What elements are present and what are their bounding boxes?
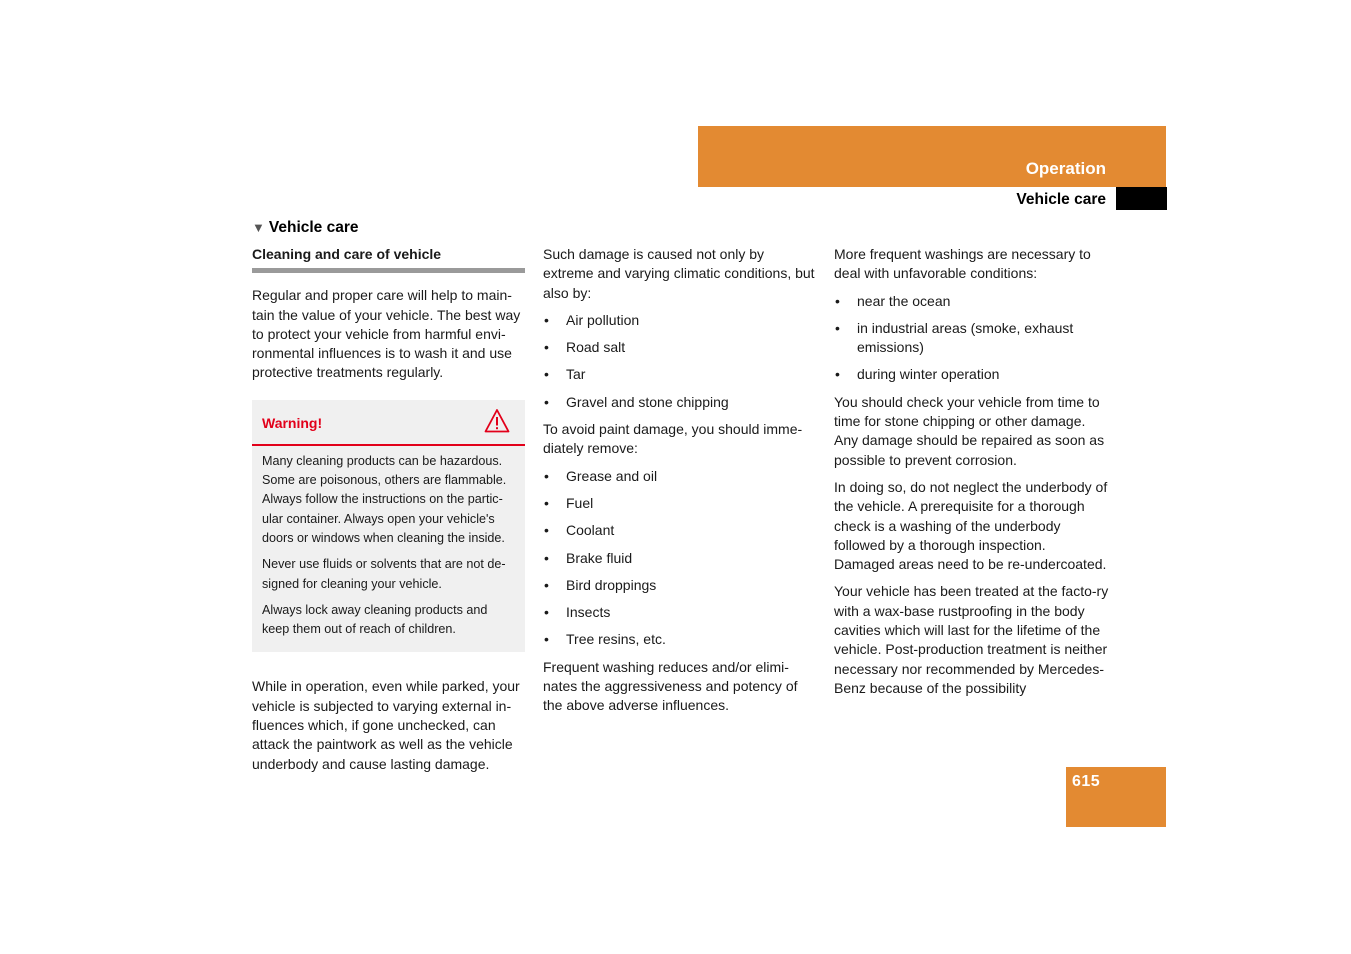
list-item: • Road salt [543,338,815,357]
intro-paragraph: Regular and proper care will help to main-tain the value of your vehicle. The best way to protect your vehicle from harmful envi-ronmental influences is to wash it and use protective treatments regularly. [252,287,521,381]
warning-body [252,446,525,653]
paragraph: In doing so, do not neglect the underbody of the vehicle. A prerequisite for a thorough check is a washing of the underbody followed by a thorough inspection. Damaged areas need to be re-undercoated. [834,478,1108,573]
paragraph: Such damage is caused not only by extreme and varying climatic conditions, but also by: [543,246,815,301]
subheading: Cleaning and care of vehicle [252,245,525,273]
list-item: • Bird droppings [543,576,815,595]
warning-header [252,400,525,446]
chapter-title: Operation [1025,159,1106,178]
list-item: • Air pollution [543,311,815,330]
column-1 [252,245,525,782]
column-3 [834,245,1109,706]
list-item: • Grease and oil [543,467,815,486]
warning-triangle-icon [484,408,510,434]
paragraph: Frequent washing reduces and/or elimi-nates the aggressiveness and potency of the above adverse influences. [543,658,798,714]
column-2 [543,245,815,724]
section-tab-marker [1116,187,1167,210]
paragraph: More frequent washings are necessary to deal with unfavorable conditions: [834,246,1091,282]
bullet-list [834,292,1109,385]
list-item: • Fuel [543,494,815,513]
page-title-text: Vehicle care [268,219,359,236]
list-item: • Tar [543,365,815,384]
warning-label: Warning! [262,414,323,431]
list-item: • Brake fluid [543,549,815,568]
warning-paragraph: Never use fluids or solvents that are not de-signed for cleaning your vehicle. [262,557,506,591]
list-item: • Coolant [543,521,815,540]
warning-paragraph: Always lock away cleaning products and keep them out of reach of children. [262,602,488,637]
bullet-list [543,311,815,412]
paragraph: Your vehicle has been treated at the facto-ry with a wax-base rustproofing in the body cavities which will last for the lifetime of the vehicle. Post-production treatment is neither necessary nor recommended by Mercedes-Benz because of the possibility [834,583,1109,696]
list-item: • Gravel and stone chipping [543,393,815,412]
list-item: • Insects [543,603,815,622]
section-title: Vehicle care [1016,191,1106,208]
triangle-down-icon: ▼ [252,220,265,235]
warning-paragraph: Many cleaning products can be hazardous. Some are poisonous, others are flammable. Always follow the instructions on the partic-ular container. Always open your vehicle's doors or windows when cleaning the inside. [262,453,507,545]
outro-paragraph: While in operation, even while parked, your vehicle is subjected to varying external in-fluences which, if gone unchecked, can attack the paintwork as well as the vehicle underbody and cause lasting damage. [252,678,520,772]
list-item: • near the ocean [834,292,1109,311]
list-item: • in industrial areas (smoke, exhaust emissions) [834,319,1109,358]
page-number: 615 [1072,773,1101,790]
paragraph: You should check your vehicle from time to time for stone chipping or other damage. Any damage should be repaired as soon as possible to prevent corrosion. [834,393,1105,468]
paragraph: To avoid paint damage, you should imme-diately remove: [543,421,803,457]
page-title [252,218,359,237]
list-item: • Tree resins, etc. [543,630,815,649]
list-item: • during winter operation [834,365,1109,384]
warning-box [252,400,525,653]
bullet-list [543,467,815,650]
